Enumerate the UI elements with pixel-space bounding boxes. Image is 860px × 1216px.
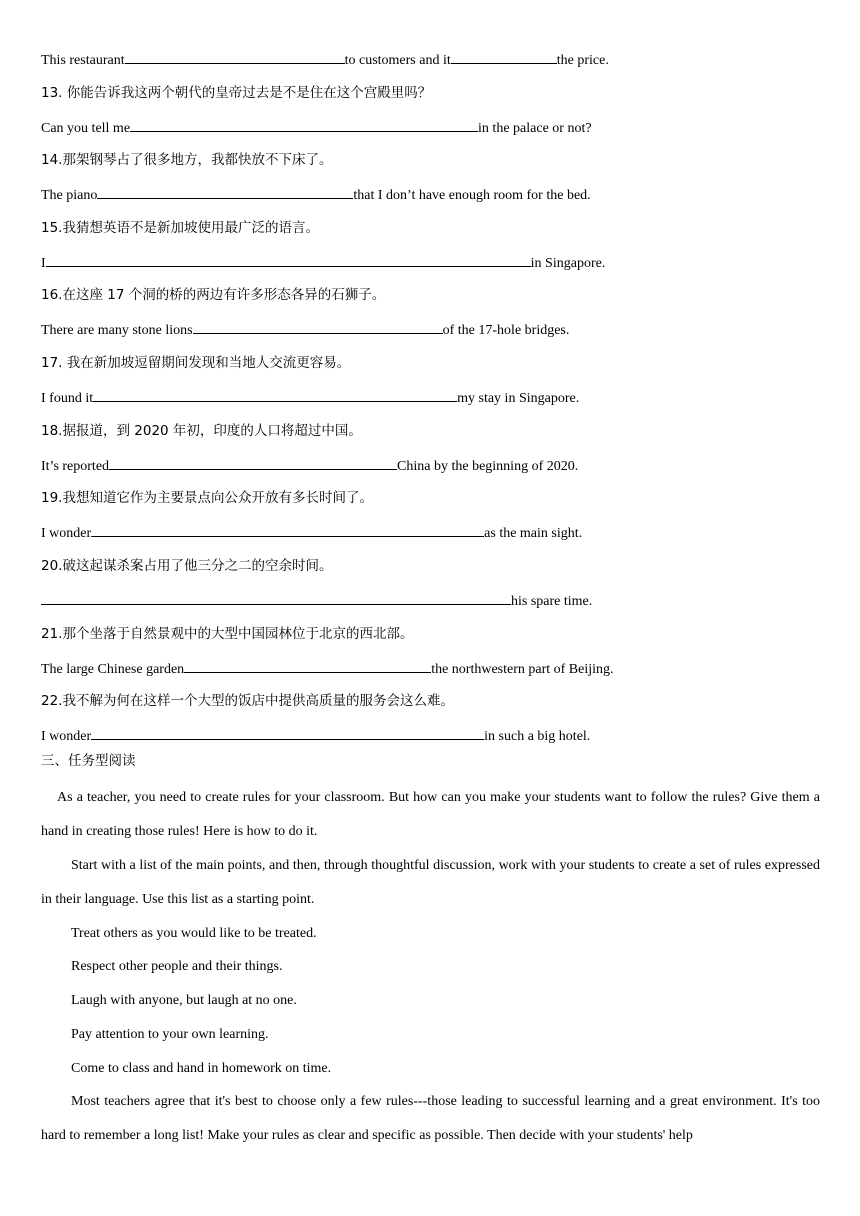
question-21-chinese: 21.那个坐落于自然景观中的大型中国园林位于北京的西北部。 — [41, 626, 414, 642]
suffix-text: of the 17-hole bridges. — [442, 323, 570, 338]
question-15-english — [41, 253, 820, 273]
question-16-english — [41, 320, 820, 340]
suffix-text: China by the beginning of 2020. — [397, 459, 579, 474]
rule-list-item: Come to class and hand in homework on time. — [71, 1061, 332, 1076]
section-title: 三、任务型阅读 — [41, 753, 136, 769]
rule-list-item: Treat others as you would like to be treated. — [71, 926, 317, 941]
question-14-chinese: 14.那架钢琴占了很多地方，我都快放不下床了。 — [41, 152, 333, 168]
question-22-english — [41, 726, 820, 746]
rule-list-item: Pay attention to your own learning. — [71, 1027, 269, 1042]
question-19-english — [41, 523, 820, 543]
question-17-english — [41, 388, 820, 408]
rule-list-item: Respect other people and their things. — [71, 959, 283, 974]
answer-blank[interactable] — [93, 388, 457, 402]
question-13-chinese: 13. 你能告诉我这两个朝代的皇帝过去是不是住在这个宫殿里吗？ — [41, 85, 432, 101]
answer-blank[interactable] — [109, 456, 397, 470]
answer-blank[interactable] — [46, 253, 531, 267]
prefix-text: I — [41, 256, 46, 271]
question-21-english — [41, 659, 820, 679]
prefix-text: I wonder — [41, 729, 92, 744]
suffix-text: as the main sight. — [484, 526, 583, 541]
question-20-english — [41, 591, 820, 611]
prefix-text: This restaurant — [41, 53, 125, 68]
answer-blank[interactable] — [451, 50, 557, 64]
question-14-english — [41, 185, 820, 205]
middle-text: to customers and it — [344, 53, 451, 68]
suffix-text: in such a big hotel. — [484, 729, 591, 744]
question-19-chinese: 19.我想知道它作为主要景点向公众开放有多长时间了。 — [41, 490, 373, 506]
reading-paragraph-3: Most teachers agree that it's best to choose only a few rules---those leading to successful learning and a great environment. It's too hard to remember a long list! Make your rules as clear and specific as possible. Then decide with your students' help — [41, 1094, 820, 1143]
suffix-text: the price. — [556, 53, 609, 68]
reading-paragraph-1: As a teacher, you need to create rules for your classroom. But how can you make your students want to follow the rules? Give them a hand in creating those rules! Here is how to do it. — [41, 790, 820, 839]
answer-blank[interactable] — [41, 591, 511, 605]
prefix-text: The large Chinese garden — [41, 662, 185, 677]
answer-blank[interactable] — [125, 50, 345, 64]
question-16-chinese: 16.在这座 17 个洞的桥的两边有许多形态各异的石狮子。 — [41, 287, 386, 303]
answer-blank[interactable] — [130, 118, 478, 132]
prefix-text: The piano — [41, 188, 98, 203]
question-12-english — [41, 50, 820, 70]
prefix-text: I wonder — [41, 526, 92, 541]
prefix-text: Can you tell me — [41, 121, 131, 136]
answer-blank[interactable] — [91, 523, 484, 537]
suffix-text: in the palace or not? — [478, 121, 592, 136]
answer-blank[interactable] — [97, 185, 353, 199]
question-13-english — [41, 118, 820, 138]
answer-blank[interactable] — [193, 320, 443, 334]
suffix-text: my stay in Singapore. — [457, 391, 580, 406]
answer-blank[interactable] — [184, 659, 431, 673]
suffix-text: the northwestern part of Beijing. — [431, 662, 614, 677]
suffix-text: his spare time. — [511, 594, 593, 609]
question-20-chinese: 20.破这起谋杀案占用了他三分之二的空余时间。 — [41, 558, 333, 574]
question-22-chinese: 22.我不解为何在这样一个大型的饭店中提供高质量的服务会这么难。 — [41, 693, 454, 709]
prefix-text: It’s reported — [41, 459, 110, 474]
suffix-text: in Singapore. — [530, 256, 606, 271]
rule-list-item: Laugh with anyone, but laugh at no one. — [71, 993, 297, 1008]
question-18-english — [41, 456, 820, 476]
prefix-text: I found it — [41, 391, 94, 406]
question-15-chinese: 15.我猜想英语不是新加坡使用最广泛的语言。 — [41, 220, 319, 236]
question-18-chinese: 18.据报道，到 2020 年初，印度的人口将超过中国。 — [41, 423, 362, 439]
answer-blank[interactable] — [91, 726, 484, 740]
suffix-text: that I don’t have enough room for the bed. — [353, 188, 591, 203]
prefix-text: There are many stone lions — [41, 323, 193, 338]
question-17-chinese: 17. 我在新加坡逗留期间发现和当地人交流更容易。 — [41, 355, 351, 371]
reading-paragraph-2: Start with a list of the main points, and then, through thoughtful discussion, work with your students to create a set of rules expressed in their language. Use this list as a starting point. — [41, 858, 820, 907]
